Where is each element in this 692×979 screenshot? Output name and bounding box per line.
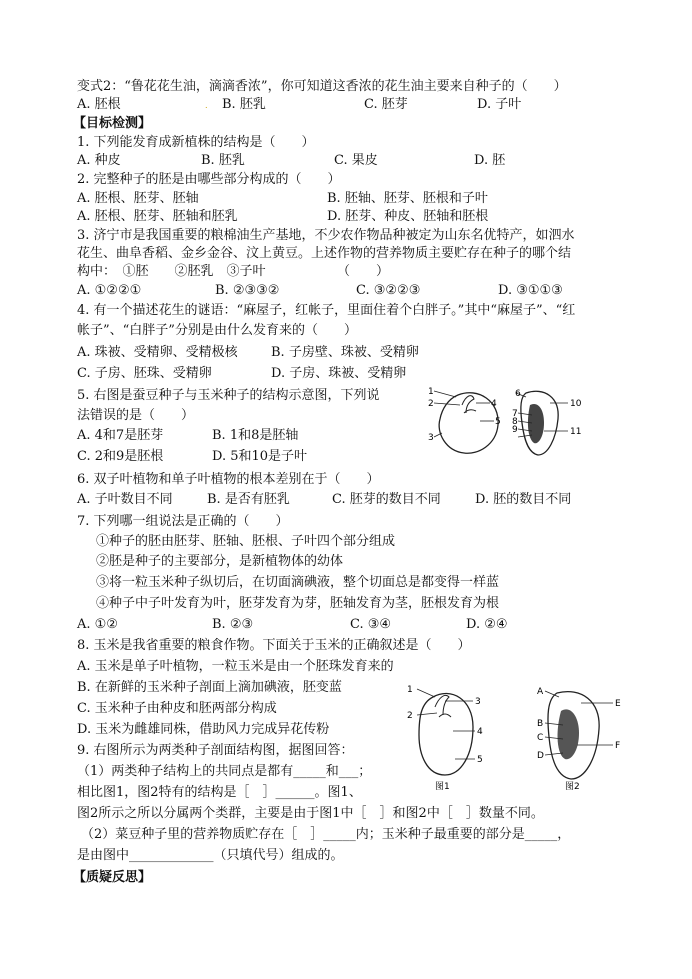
q7-statement-2: ②胚是种子的主要部分，是新植物体的幼体 (96, 554, 344, 569)
q8-option-b: B. 在新鲜的玉米种子剖面上滴加碘液，胚变蓝 (77, 680, 342, 695)
q5-line-2: 法错误的是（ ） (77, 408, 195, 423)
q1-option-d: D. 胚 (474, 153, 506, 168)
q5-label-3: 3 (428, 433, 434, 443)
q5-label-11: 11 (570, 427, 582, 437)
q1-stem: 1. 下列能发育成新植株的结构是（ ） (77, 135, 315, 150)
q5-option-a: A. 4和7是胚芽 (77, 428, 164, 443)
fig1-label-5: 5 (477, 755, 483, 765)
fig2-label-f: F (615, 741, 621, 751)
q8-option-a: A. 玉米是单子叶植物，一粒玉米是由一个胚珠发育来的 (77, 659, 394, 674)
q3-option-c: C. ③②②③ (356, 283, 421, 298)
q4-option-c: C. 子房、胚珠、受精卵 (77, 366, 212, 381)
q4-option-b: B. 子房壁、珠被、受精卵 (271, 345, 419, 360)
fig2-label-b: B (537, 719, 544, 729)
q4-option-d: D. 子房、珠被、受精卵 (271, 366, 407, 381)
corn-seed-diagram (516, 391, 568, 455)
q9-line-1: 9. 右图所示为两类种子剖面结构图，据图回答： (77, 743, 354, 758)
fig2-label-d: D (537, 751, 544, 761)
broad-bean-seed-diagram (434, 391, 498, 453)
fig1-label-3: 3 (475, 697, 481, 707)
q7-statement-3: ③将一粒玉米种子纵切后，在切面滴碘液，整个切面总是都变得一样蓝 (96, 575, 500, 590)
q9-line-2: （1）两类种子结构上的共同点是都有_____和___； (77, 764, 372, 779)
fig2-caption: 图2 (565, 782, 580, 791)
section-reflect-heading: 【质疑反思】 (73, 870, 152, 885)
fig1-label-4: 4 (477, 727, 483, 737)
q5-option-d: D. 5和10是子叶 (212, 449, 308, 464)
fig1-label-2: 2 (407, 711, 413, 721)
q6-option-b: B. 是否有胚乳 (207, 492, 290, 507)
seed-section-figure-q9 (405, 683, 630, 791)
variant-question-stem: 变式2：“鲁花花生油，滴滴香浓”，你可知道这香浓的花生油主要来自种子的（ ） (77, 79, 567, 94)
q2-stem: 2. 完整种子的胚是由哪些部分构成的（ ） (77, 172, 341, 187)
q8-option-c: C. 玉米种子由种皮和胚两部分构成 (77, 701, 277, 716)
q3-option-a: A. ①②②① (77, 283, 142, 298)
q9-line-6: 是由图中_____________（只填代号）组成的。 (77, 848, 344, 863)
variant-option-d: D. 子叶 (477, 97, 522, 112)
q5-label-4: 4 (491, 399, 497, 409)
q2-option-a: A. 胚根、胚芽、胚轴 (77, 191, 199, 206)
q4-line-1: 4. 有一个描述花生的谜语：“麻屋子，红帐子，里面住着个白胖子。”其中“麻屋子”、“红 (77, 303, 576, 318)
q6-stem: 6. 双子叶植物和单子叶植物的根本差别在于（ ） (77, 472, 380, 487)
q5-option-b: B. 1和8是胚轴 (212, 428, 299, 443)
q1-option-b: B. 胚乳 (201, 153, 245, 168)
fig2-label-c: C (537, 733, 544, 743)
variant-option-a: A. 胚根 (77, 97, 121, 112)
q5-label-5: 5 (495, 417, 501, 427)
q6-option-c: C. 胚芽的数目不同 (332, 492, 441, 507)
section-target-heading: 【目标检测】 (73, 116, 152, 131)
q2-option-b: B. 胚轴、胚芽、胚根和子叶 (327, 191, 488, 206)
q5-label-10: 10 (570, 399, 582, 409)
q5-label-6: 6 (515, 389, 521, 399)
fig1-caption: 图1 (435, 782, 450, 791)
q6-option-d: D. 胚的数目不同 (475, 492, 572, 507)
fig2-label-a: A (537, 687, 544, 697)
q3-line-1: 3. 济宁市是我国重要的粮棉油生产基地，不少农作物品种被定为山东名优特产，如泗水 (77, 228, 575, 243)
q4-line-2: 帐子”、“白胖子”分别是由什么发育来的（ ） (77, 323, 357, 338)
q2-option-d: D. 胚芽、种皮、胚轴和胚根 (327, 209, 489, 224)
q8-stem: 8. 玉米是我省重要的粮食作物。下面关于玉米的正确叙述是（ ） (77, 638, 471, 653)
variant-option-b: B. 胚乳 (222, 97, 266, 112)
q5-label-1: 1 (428, 387, 434, 397)
fig2-label-e: E (615, 699, 621, 709)
q3-line-3: 构中： ①胚 ②胚乳 ③子叶 （ ） (77, 264, 390, 279)
q7-option-d: D. ②④ (466, 617, 508, 632)
seed-structure-figure-q5 (420, 383, 600, 463)
q7-statement-4: ④种子中子叶发育为叶，胚芽发育为芽，胚轴发育为茎，胚根发育为根 (96, 596, 500, 611)
q8-option-d: D. 玉米为雌雄同株，借助风力完成异花传粉 (77, 722, 330, 737)
q7-statement-1: ①种子的胚由胚芽、胚轴、胚根、子叶四个部分组成 (96, 534, 396, 549)
q4-option-a: A. 珠被、受精卵、受精极核 (77, 345, 238, 360)
q5-label-9: 9 (512, 425, 518, 435)
q3-option-b: B. ②③③② (215, 283, 280, 298)
q9-line-3: 相比图1，图2特有的结构是［ ］______。图1、 (77, 785, 362, 800)
q9-line-5: （2）菜豆种子里的营养物质贮存在［ ］_____内；玉米种子最重要的部分是_____， (81, 827, 571, 842)
q3-line-2: 花生、曲阜香稻、金乡金谷、汶上黄豆。上述作物的营养物质主要贮存在种子的哪个结 (77, 246, 572, 261)
q5-label-7: 7 (512, 409, 518, 419)
q2-option-c: A. 胚根、胚芽、胚轴和胚乳 (77, 209, 238, 224)
figure-1-bean-seed (417, 689, 475, 775)
q7-option-b: B. ②③ (212, 617, 254, 632)
q7-stem: 7. 下列哪一组说法是正确的（ ） (77, 514, 289, 529)
q5-label-8: 8 (512, 417, 518, 427)
figure-2-corn-seed (545, 691, 613, 779)
q9-line-4: 图2所示之所以分属两个类群，主要是由于图1中［ ］和图2中［ ］数量不同。 (77, 806, 544, 821)
q5-option-c: C. 2和9是胚根 (77, 449, 164, 464)
q6-option-a: A. 子叶数目不同 (77, 492, 173, 507)
marker-dot: . (205, 101, 208, 110)
q1-option-c: C. 果皮 (334, 153, 378, 168)
q7-option-c: C. ③④ (350, 617, 392, 632)
q5-label-2: 2 (428, 399, 434, 409)
q3-option-d: D. ③①①③ (498, 283, 563, 298)
q1-option-a: A. 种皮 (77, 153, 121, 168)
q5-line-1: 5. 右图是蚕豆种子与玉米种子的结构示意图，下列说 (77, 388, 380, 403)
fig1-label-1: 1 (407, 685, 413, 695)
variant-option-c: C. 胚芽 (364, 97, 408, 112)
q7-option-a: A. ①② (77, 617, 118, 632)
